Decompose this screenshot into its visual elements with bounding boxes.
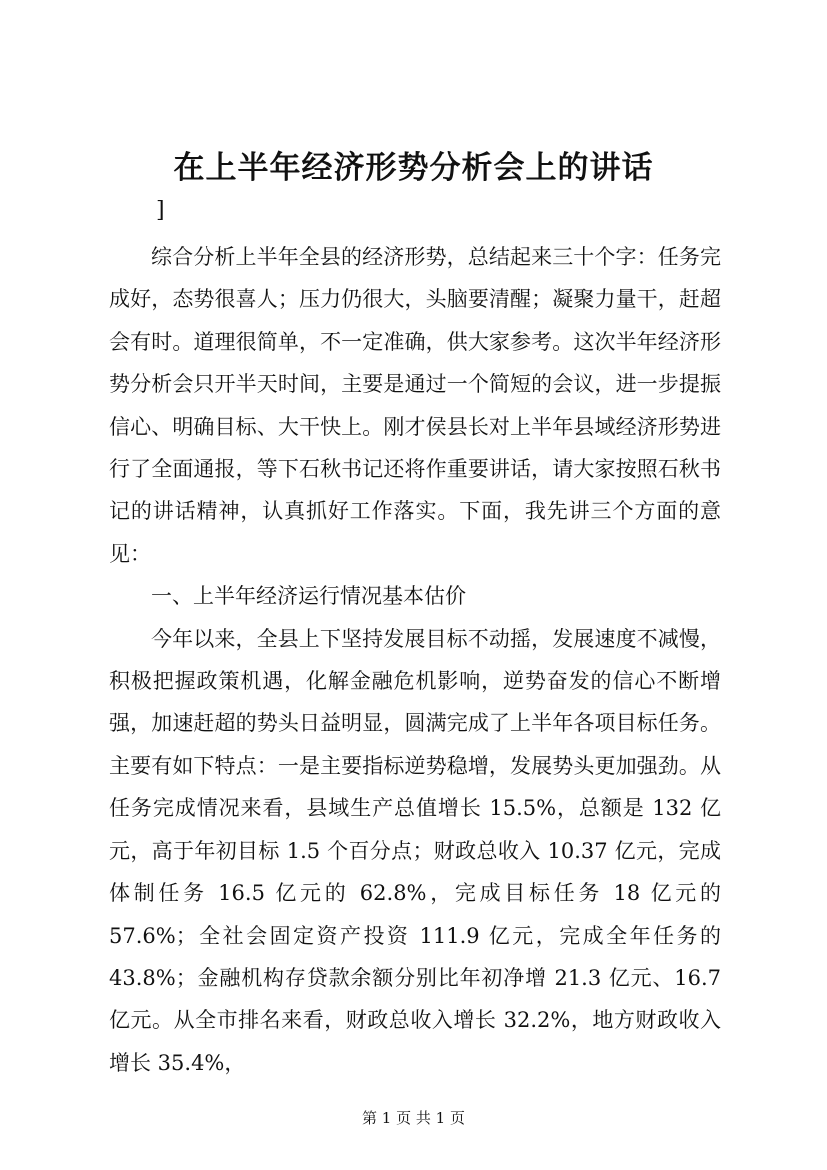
paragraph-intro: 综合分析上半年全县的经济形势，总结起来三十个字：任务完成好，态势很喜人；压力仍很大，头脑要清醒；凝聚力量干，赶超会有时。道理很简单，不一定准确，供大家参考。这次半年经济形势分析会只开半天时间，主要是通过一个简短的会议，进一步提振信心、明确目标、大干快上。刚才侯县长对上半年县域经济形势进行了全面通报，等下石秋书记还将作重要讲话，请大家按照石秋书记的讲话精神，认真抓好工作落实。下面，我先讲三个方面的意见：	[109, 245, 721, 566]
section-heading: 一、上半年经济运行情况基本估价	[151, 584, 466, 609]
bracket-mark: ]	[156, 198, 165, 223]
page-footer: 第 1 页 共 1 页	[362, 1109, 465, 1127]
document-body	[109, 236, 721, 1084]
document-title: 在上半年经济形势分析会上的讲话	[173, 150, 654, 186]
paragraph-analysis: 今年以来，全县上下坚持发展目标不动摇，发展速度不减慢，积极把握政策机遇，化解金融危机影响，逆势奋发的信心不断增强，加速赶超的势头日益明显，圆满完成了上半年各项目标任务。主要有如下特点：一是主要指标逆势稳增，发展势头更加强劲。从任务完成情况来看，县域生产总值增长 15.5%，总额是 132 亿元，高于年初目标 1.5 个百分点；财政总收入 10.37 亿元，完成体制任务 16.5 亿元的 62.8%，完成目标任务 18 亿元的 57.6%；全社会固定资产投资 111.9 亿元，完成全年任务的 43.8%；金融机构存贷款余额分别比年初净增 21.3 亿元、16.7 亿元。从全市排名来看，财政总收入增长 32.2%，地方财政收入增长 35.4%，	[109, 626, 721, 1075]
